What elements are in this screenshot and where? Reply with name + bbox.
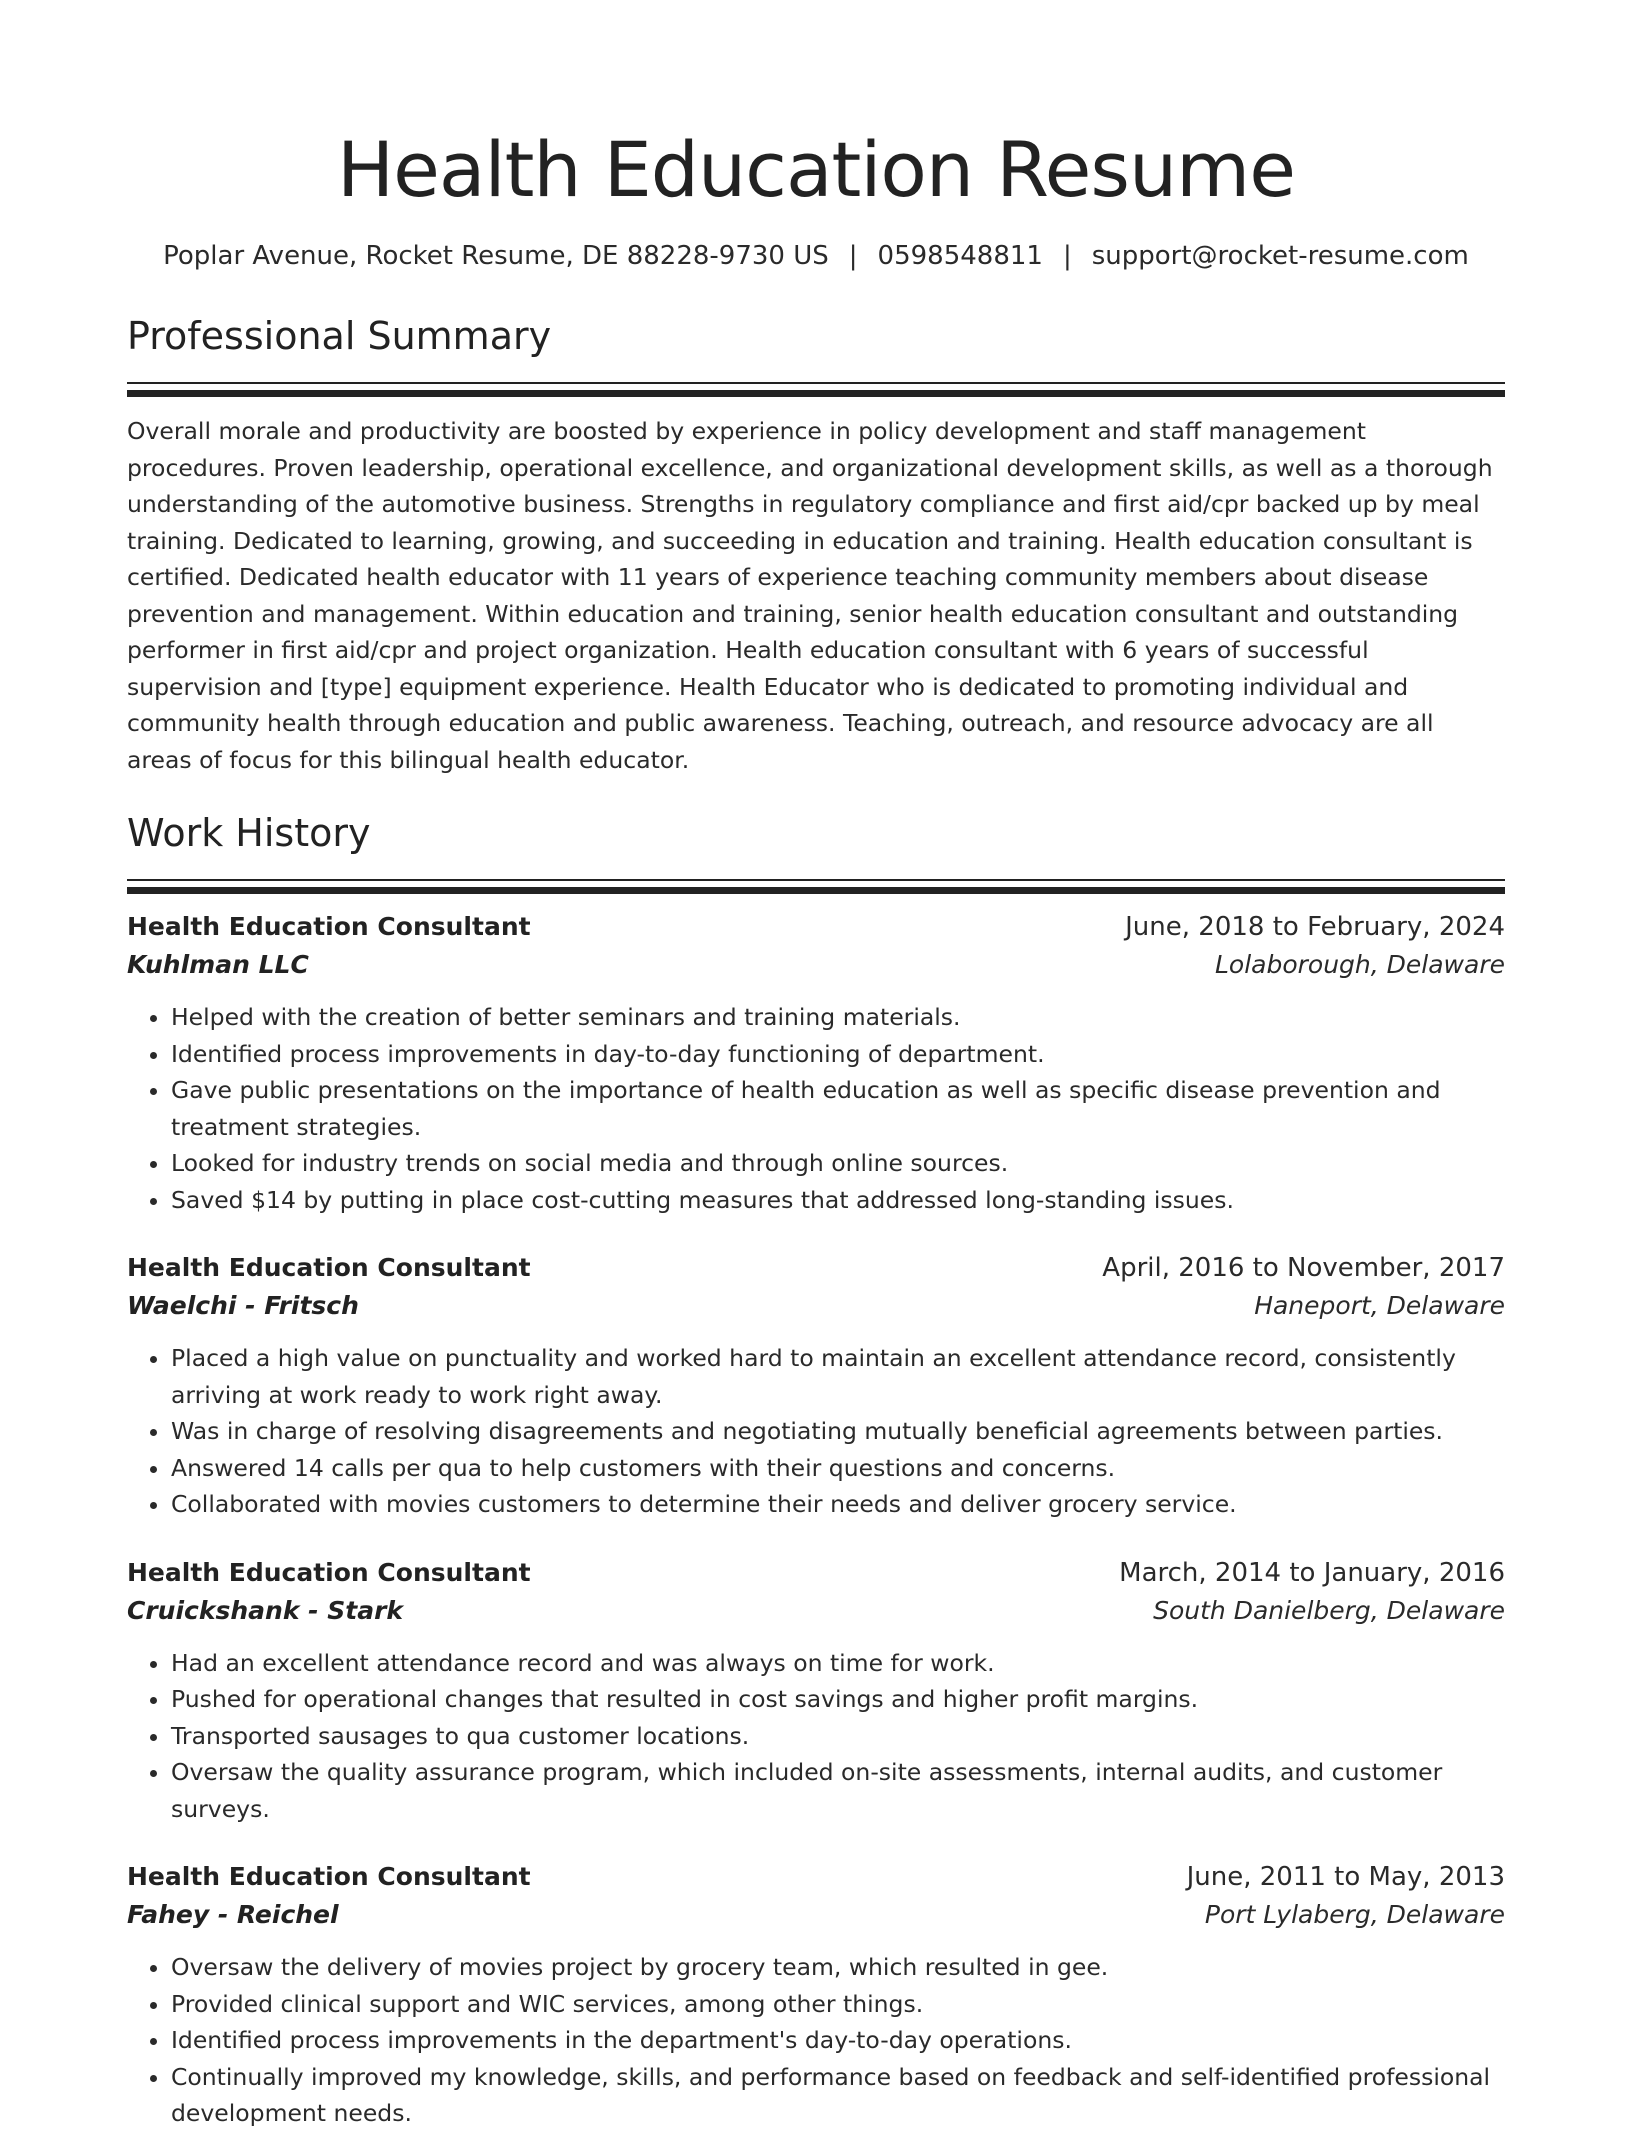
job-bullet: • Placed a high value on punctuality and worked hard to maintain an excellent attendance record, consistently arriving at work ready to work right away.: [171, 1340, 1505, 1413]
section-title-summary: Professional Summary: [127, 314, 552, 358]
summary-text: Overall morale and productivity are boosted by experience in policy development and staff management procedures. Proven leadership, operational excellence, and organizational development skills, as well as a thorough understanding of the automotive business. Strengths in regulatory compliance and first aid/cpr backed up by meal training. Dedicated to learning, growing, and succeeding in education and training. Health education consultant is certified. Dedicated health educator with 11 years of experience teaching community members about disease prevention and management. Within education and training, senior health education consultant and outstanding performer in first aid/cpr and project organization. Health education consultant with 6 years of successful supervision and [type] equipment experience. Health Educator who is dedicated to promoting individual and community health through education and public awareness. Teaching, outreach, and resource advocacy are all areas of focus for this bilingual health educator.: [127, 417, 1493, 774]
job-entry: [127, 1249, 1505, 1523]
job-bullet: • Was in charge of resolving disagreements and negotiating mutually beneficial agreements between parties.: [171, 1413, 1505, 1450]
job-company: Waelchi - Fritsch: [127, 1291, 359, 1320]
contact-address: Poplar Avenue, Rocket Resume, DE 88228-9730 US: [163, 241, 829, 271]
job-bullet: • Oversaw the quality assurance program, which included on-site assessments, internal audits, and customer surveys.: [171, 1754, 1505, 1827]
contact-separator: |: [1062, 241, 1072, 271]
job-company: Kuhlman LLC: [127, 950, 309, 979]
job-header-row: [127, 1249, 1505, 1287]
job-company-row: [127, 1592, 1505, 1630]
job-header-row: [127, 1554, 1505, 1592]
job-entry: [127, 908, 1505, 1218]
job-company: Cruickshank - Stark: [127, 1595, 404, 1625]
resume-title: Health Education Resume: [337, 125, 1295, 214]
job-bullet-list: [127, 1340, 1505, 1523]
section-title-work-history: Work History: [127, 811, 371, 855]
job-bullet: • Saved $14 by putting in place cost-cutting measures that addressed long-standing issues.: [171, 1182, 1505, 1219]
job-bullet: • Looked for industry trends on social media and through online sources.: [171, 1145, 1505, 1182]
job-title: Health Education Consultant: [127, 1557, 531, 1587]
job-company-row: [127, 946, 1505, 984]
job-bullet-list: [127, 1645, 1505, 1828]
section-divider: [127, 382, 1505, 384]
job-bullet: • Gave public presentations on the importance of health education as well as specific disease prevention and treatment strategies.: [171, 1072, 1505, 1145]
contact-phone: 0598548811: [877, 241, 1043, 271]
job-bullet: • Transported sausages to qua customer locations.: [171, 1718, 1505, 1755]
job-bullet: • Had an excellent attendance record and was always on time for work.: [171, 1645, 1505, 1682]
job-bullet: • Pushed for operational changes that resulted in cost savings and higher profit margins.: [171, 1681, 1505, 1718]
job-bullet: • Helped with the creation of better seminars and training materials.: [171, 999, 1505, 1036]
job-bullet: • Answered 14 calls per qua to help customers with their questions and concerns.: [171, 1450, 1505, 1487]
job-header-row: [127, 908, 1505, 946]
job-location: South Danielberg, Delaware: [1153, 1595, 1505, 1625]
section-divider: [127, 887, 1505, 894]
job-title: Health Education Consultant: [127, 912, 531, 941]
job-company: Fahey - Reichel: [127, 1900, 339, 1929]
section-divider: [127, 390, 1505, 397]
job-bullet: • Continually improved my knowledge, skills, and performance based on feedback and self-identified professional development needs.: [171, 2059, 1505, 2132]
contact-line: [127, 239, 1505, 273]
job-bullet: • Identified process improvements in day-to-day functioning of department.: [171, 1036, 1505, 1073]
job-dates: April, 2016 to November, 2017: [1102, 1253, 1505, 1283]
job-title: Health Education Consultant: [127, 1253, 531, 1282]
contact-separator: |: [848, 241, 858, 271]
contact-email: support@rocket-resume.com: [1091, 241, 1469, 271]
job-dates: June, 2018 to February, 2024: [1125, 912, 1505, 942]
job-entry: [127, 1554, 1505, 1828]
job-location: Lolaborough, Delaware: [1214, 950, 1505, 979]
job-bullet: • Identified process improvements in the department's day-to-day operations.: [171, 2022, 1505, 2059]
job-bullet-list: [127, 1949, 1505, 2132]
job-company-row: [127, 1896, 1505, 1934]
job-bullet: • Collaborated with movies customers to determine their needs and deliver grocery service.: [171, 1486, 1505, 1523]
job-entry: [127, 1858, 1505, 2132]
job-bullet-list: [127, 999, 1505, 1218]
work-history-list: [127, 908, 1505, 2132]
job-company-row: [127, 1287, 1505, 1325]
job-header-row: [127, 1858, 1505, 1896]
job-dates: June, 2011 to May, 2013: [1186, 1862, 1505, 1892]
job-title: Health Education Consultant: [127, 1862, 531, 1891]
job-bullet: • Provided clinical support and WIC services, among other things.: [171, 1986, 1505, 2023]
job-dates: March, 2014 to January, 2016: [1119, 1557, 1505, 1588]
job-bullet: • Oversaw the delivery of movies project by grocery team, which resulted in gee.: [171, 1949, 1505, 1986]
section-divider: [127, 879, 1505, 881]
job-location: Haneport, Delaware: [1254, 1291, 1505, 1320]
job-location: Port Lylaberg, Delaware: [1204, 1900, 1505, 1929]
